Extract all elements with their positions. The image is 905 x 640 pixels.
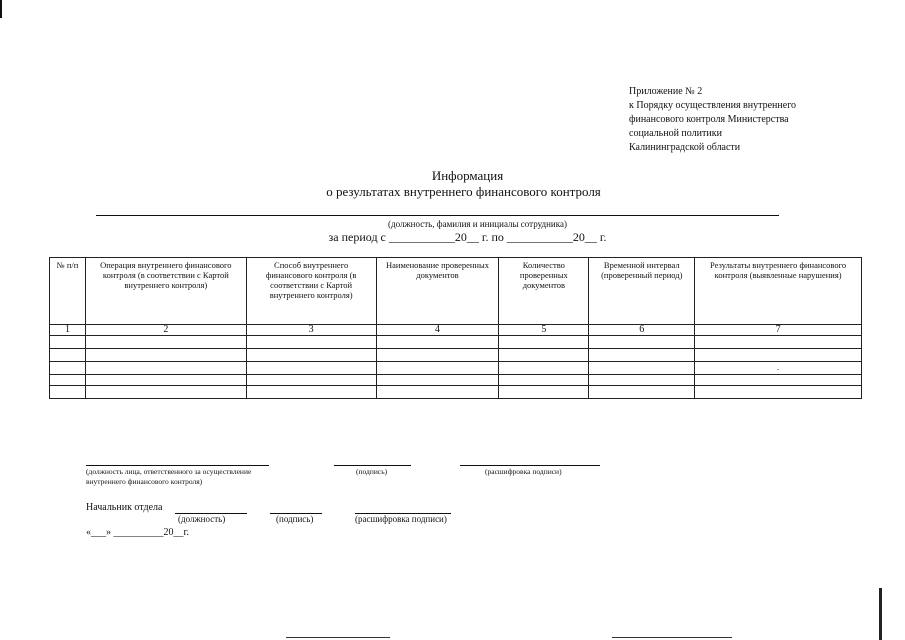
chief-position-caption: (должность) [178, 514, 226, 524]
table-row [50, 336, 862, 349]
responsible-signature-line [86, 465, 269, 466]
table-row [50, 386, 862, 399]
page-bottom-line [612, 637, 732, 638]
table-cell [376, 349, 499, 362]
header-cell: Результаты внутреннего финансового контроля (выявленные нарушения) [695, 258, 862, 325]
column-number: 4 [376, 325, 499, 336]
table-cell [85, 349, 246, 362]
header-cell: Наименование проверенных документов [376, 258, 499, 325]
column-number: 7 [695, 325, 862, 336]
appendix-line: социальной политики [629, 128, 722, 139]
table-cell [246, 386, 376, 399]
table-cell [50, 375, 86, 386]
table-cell [695, 375, 862, 386]
table-cell [85, 386, 246, 399]
table-cell [246, 349, 376, 362]
table-cell [589, 349, 695, 362]
employee-caption: (должность, фамилия и инициалы сотрудника) [388, 219, 567, 229]
signature-line [334, 465, 411, 466]
table-cell [246, 375, 376, 386]
header-cell: № п/п [50, 258, 86, 325]
table-cell [50, 386, 86, 399]
column-number: 5 [499, 325, 589, 336]
table-row [50, 349, 862, 362]
table-cell [695, 349, 862, 362]
appendix-line: финансового контроля Министерства [629, 114, 789, 125]
table-cell [246, 336, 376, 349]
column-number: 2 [85, 325, 246, 336]
table-cell [50, 349, 86, 362]
table-cell [589, 362, 695, 375]
table-cell [85, 375, 246, 386]
table-row [50, 375, 862, 386]
table-cell [499, 386, 589, 399]
date-line: «___» __________20__г. [86, 527, 189, 538]
chief-label: Начальник отдела [86, 502, 163, 513]
document-subtitle: о результатах внутреннего финансового контроля [326, 184, 601, 199]
column-number: 1 [50, 325, 86, 336]
chief-signature-caption: (подпись) [276, 514, 314, 524]
table-cell [376, 336, 499, 349]
table-cell [376, 386, 499, 399]
table-cell [376, 362, 499, 375]
scan-edge-mark [0, 0, 2, 18]
table-cell [499, 375, 589, 386]
table-cell [85, 336, 246, 349]
column-number-row [50, 325, 862, 336]
table-cell [376, 375, 499, 386]
table-cell [589, 386, 695, 399]
table-cell [50, 362, 86, 375]
header-cell: Количество проверенных документов [499, 258, 589, 325]
table-cell [499, 349, 589, 362]
appendix-reference [629, 85, 869, 155]
decoding-caption: (расшифровка подписи) [485, 467, 562, 476]
results-table [49, 257, 862, 399]
column-number: 6 [589, 325, 695, 336]
table-cell [695, 336, 862, 349]
table-header-row [50, 258, 862, 325]
column-number: 3 [246, 325, 376, 336]
table-cell: . [695, 362, 862, 375]
appendix-line: Калининградской области [629, 142, 741, 153]
table-cell [589, 375, 695, 386]
appendix-line: Приложение № 2 [629, 86, 703, 97]
table-cell [85, 362, 246, 375]
period-line: за период с ___________20__ г. по ___________20__ г. [328, 230, 607, 244]
table-cell [50, 336, 86, 349]
appendix-line: к Порядку осуществления внутреннего [629, 100, 797, 111]
document-title: Информация [431, 168, 504, 183]
table-cell [589, 336, 695, 349]
table-cell [499, 336, 589, 349]
header-cell: Временной интервал (проверенный период) [589, 258, 695, 325]
page-bottom-line [286, 637, 390, 638]
responsible-caption: (должность лица, ответственного за осуществление внутреннего финансового контроля) [86, 467, 252, 486]
scan-edge-mark [879, 588, 882, 640]
table-cell [246, 362, 376, 375]
chief-decoding-caption: (расшифровка подписи) [355, 514, 447, 524]
signature-caption: (подпись) [356, 467, 388, 476]
table-cell [695, 386, 862, 399]
employee-name-line [96, 215, 779, 216]
header-cell: Способ внутреннего финансового контроля (в соответствии с Картой внутреннего контроля) [246, 258, 376, 325]
table-cell [499, 362, 589, 375]
table-row [50, 362, 862, 375]
header-cell: Операция внутреннего финансового контроля (в соответствии с Картой внутреннего контроля) [85, 258, 246, 325]
decoding-line [460, 465, 600, 466]
